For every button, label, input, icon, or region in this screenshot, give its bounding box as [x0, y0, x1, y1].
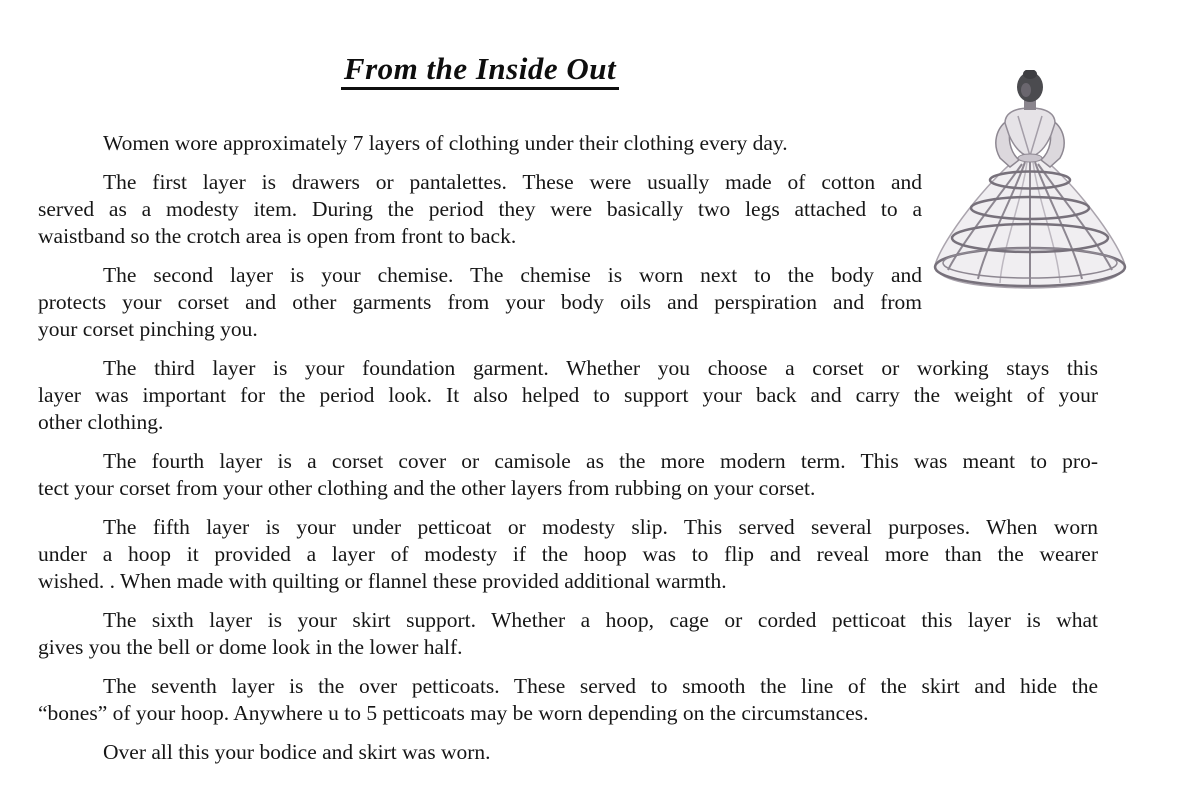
text-line: under a hoop it provided a layer of modesty if the hoop was to flip and reveal more than the wearer [38, 542, 1098, 566]
paragraph-closing [38, 739, 1098, 766]
text-line: tect your corset from your other clothing and the other layers from rubbing on your corset. [38, 476, 816, 500]
text-line: The third layer is your foundation garment. Whether you choose a corset or working stays this [103, 356, 1098, 380]
text-line: The fifth layer is your under petticoat or modesty slip. This served several purposes. When worn [103, 515, 1098, 539]
text-line: The second layer is your chemise. The chemise is worn next to the body and [103, 263, 922, 287]
text-line: The first layer is drawers or pantalettes. These were usually made of cotton and [103, 170, 922, 194]
text-line: your corset pinching you. [38, 317, 258, 341]
text-line: wished. . When made with quilting or flannel these provided additional warmth. [38, 569, 727, 593]
paragraph-layer-6 [38, 607, 1098, 661]
page-title [38, 52, 922, 90]
text-line: Over all this your bodice and skirt was worn. [103, 740, 491, 764]
text-line: The fourth layer is a corset cover or camisole as the more modern term. This was meant to pro- [103, 449, 1098, 473]
text-line: The sixth layer is your skirt support. Whether a hoop, cage or corded petticoat this layer is what [103, 608, 1098, 632]
text-line: gives you the bell or dome look in the lower half. [38, 635, 463, 659]
text-line: “bones” of your hoop. Anywhere u to 5 petticoats may be worn depending on the circumstances. [38, 701, 869, 725]
text-line: other clothing. [38, 410, 164, 434]
paragraph-layer-2 [38, 262, 922, 343]
paragraph-layer-5 [38, 514, 1098, 595]
paragraph-layer-3 [38, 355, 1098, 436]
paragraph-layer-7 [38, 673, 1098, 727]
paragraph-layer-4 [38, 448, 1098, 502]
paragraph-layer-1 [38, 169, 922, 250]
text-line: The seventh layer is the over petticoats. These served to smooth the line of the skirt and hide the [103, 674, 1098, 698]
paragraph-intro [38, 130, 922, 157]
text-line: waistband so the crotch area is open from front to back. [38, 224, 517, 248]
text-line: protects your corset and other garments from your body oils and perspiration and from [38, 290, 922, 314]
hoop-skirt-illustration [926, 70, 1134, 298]
text-line: layer was important for the period look. It also helped to support your back and carry the weight of your [38, 383, 1098, 407]
text-line: served as a modesty item. During the period they were basically two legs attached to a [38, 197, 922, 221]
page-title-text: From the Inside Out [341, 52, 619, 90]
text-line: Women wore approximately 7 layers of clothing under their clothing every day. [103, 131, 788, 155]
